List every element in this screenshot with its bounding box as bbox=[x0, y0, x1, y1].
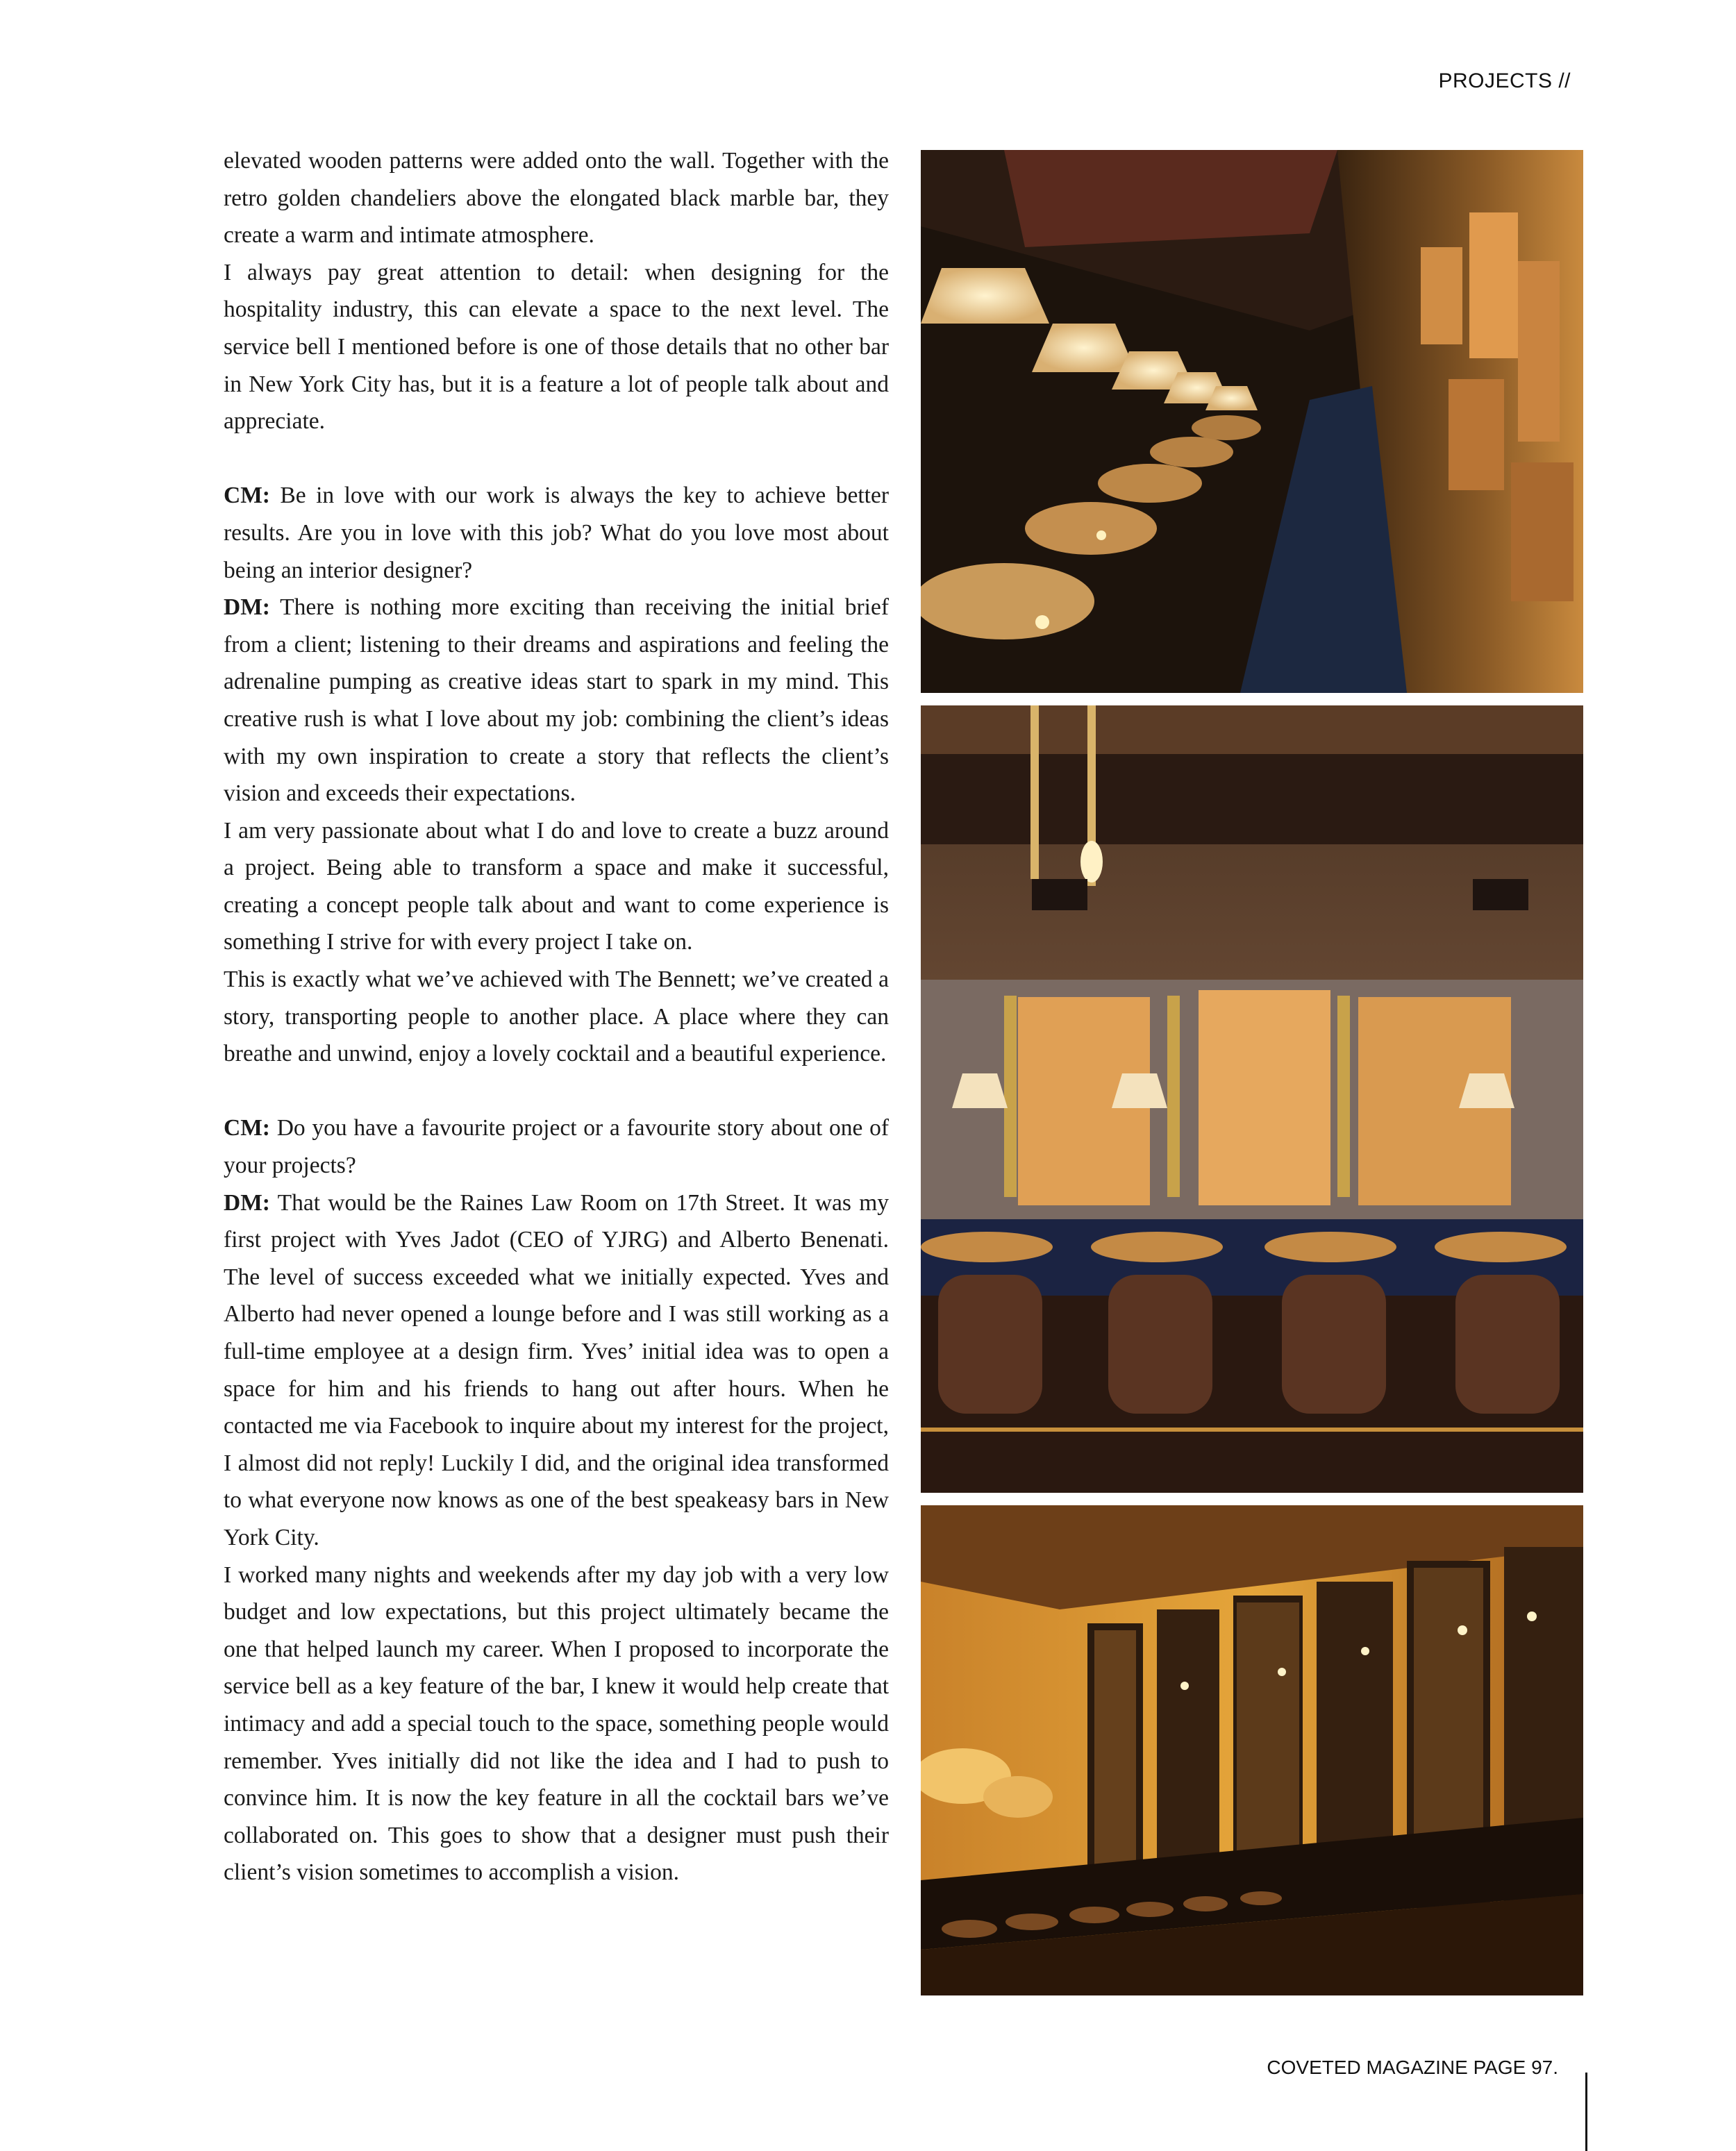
question-1: CM: Be in love with our work is always the key to achieve better results. Are you in love with this job? What do you love most about being an interior designer? bbox=[224, 483, 889, 583]
paragraph: elevated wooden patterns were added onto the wall. Together with the retro golden chandeliers above the elongated black marble bar, they create a warm and intimate atmosphere. bbox=[224, 148, 889, 249]
speaker-label: DM: bbox=[224, 594, 270, 621]
paragraph: I am very passionate about what I do and love to create a buzz around a project. Being able to transform a space and make it successful, creating a concept people talk about and want to come experience is something I strive for with every project I take on. bbox=[224, 817, 889, 955]
footer-divider bbox=[1585, 2073, 1587, 2151]
article-column bbox=[224, 142, 889, 1891]
bar-seating-photo bbox=[921, 705, 1583, 1493]
paragraph: I always pay great attention to detail: when designing for the hospitality industry, this can elevate a space to the next level. The service bell I mentioned before is one of those details that no other bar in New York City has, but it is a feature a lot of people talk about and appreciate. bbox=[224, 259, 889, 435]
paragraph: This is exactly what we’ve achieved with The Bennett; we’ve created a story, transporting people to another place. A place where they can breathe and unwind, enjoy a lovely cocktail and a beautiful experience. bbox=[224, 966, 889, 1067]
question-2: CM: Do you have a favourite project or a favourite story about one of your projects? bbox=[224, 1115, 889, 1179]
lounge-corridor-photo bbox=[921, 150, 1583, 693]
paragraph: I worked many nights and weekends after my day job with a very low budget and low expectations, but this project ultimately became the one that helped launch my career. When I proposed to incorporate the service bell as a key feature of the bar, I knew it would help create that intimacy and add a special touch to the space, something people would remember. Yves initially did not like the idea and I had to push to convince him. It is now the key feature in all the cocktail bars we’ve collaborated on. This goes to show that a designer must push their client’s vision sometimes to accomplish a vision. bbox=[224, 1562, 889, 1886]
speaker-label: CM: bbox=[224, 1115, 270, 1141]
speaker-label: DM: bbox=[224, 1189, 270, 1216]
golden-bar-photo bbox=[921, 1505, 1583, 1995]
speaker-label: CM: bbox=[224, 483, 270, 509]
answer-1: DM: There is nothing more exciting than receiving the initial brief from a client; listening to their dreams and aspirations and feeling the adrenaline pumping as creative ideas start to spark in my mind. This creative rush is what I love about my job: combining the client’s ideas with my own inspiration to create a story that reflects the client’s vision and exceeds their expectations. bbox=[224, 594, 889, 807]
section-header: PROJECTS // bbox=[1438, 69, 1571, 92]
answer-2: DM: That would be the Raines Law Room on 17th Street. It was my first project with Yves Jadot (CEO of YJRG) and Alberto Benenati. The level of success exceeded what we initially expected. Yves and Alberto had never opened a lounge before and I was still working as a full-time employee at a design firm. Yves’ initial idea was to open a space for him and his friends to hang out after hours. When he contacted me via Facebook to inquire about my interest for the project, I almost did not reply! Luckily I did, and the original idea transformed to what everyone now knows as one of the best speakeasy bars in New York City. bbox=[224, 1189, 889, 1550]
page-footer: COVETED MAGAZINE PAGE 97. bbox=[1267, 2057, 1558, 2078]
